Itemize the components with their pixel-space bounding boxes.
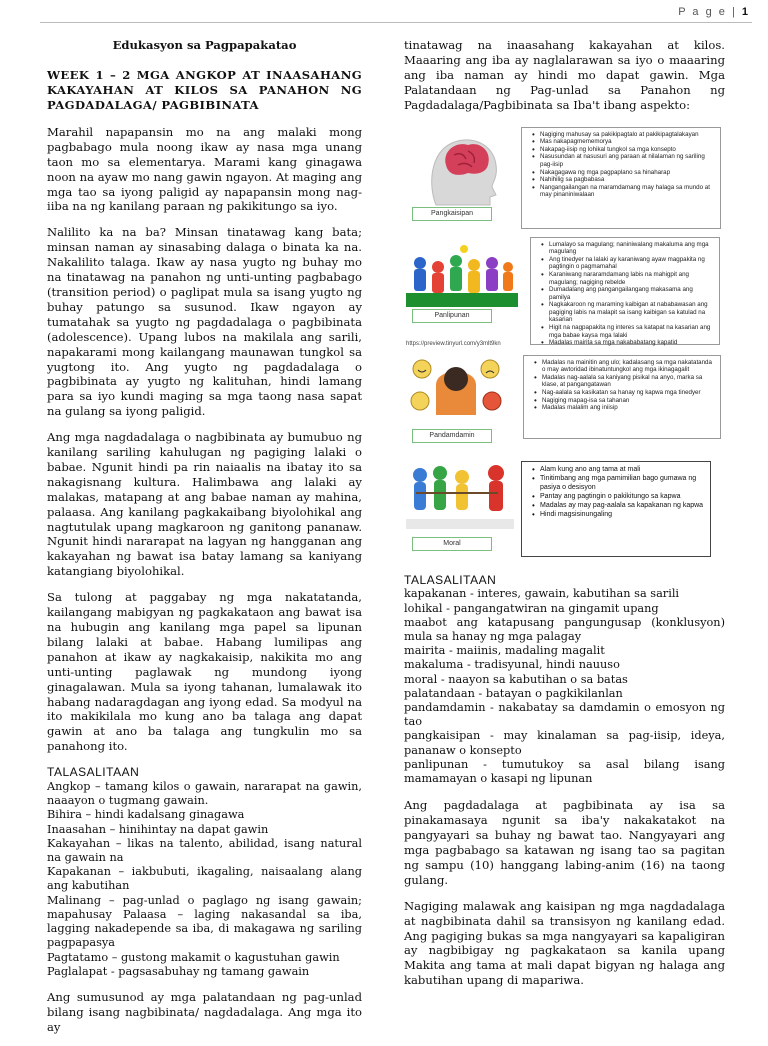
paragraph: Sa tulong at paggabay ng mga nakatatanda, kailangang mabigyan ng pagkakataon ang bawat isa na hubugin ang kanilang mga papel sa lipunan bilang lalaki at babae. Habang lumilipas ang panahon at ikaw ay nagkakaisip, nakikita mo ang unti-unting paglawak ng mundong iyong ginagalawan. Mula sa iyong tahanan, lumalawak ito habang nadaragdagan ang iyong edad. Sa modyul na ito makikilala mo kung ano ba talaga ang dapat gawin at ano ba talaga ang tungkulin mo sa panahong ito.	[47, 590, 362, 754]
panel-item: • Nag-aalala sa kasikatan sa hanay ng kapwa mga tinedyer	[534, 389, 715, 397]
paragraph: Ang sumusunod ay mga palatandaan ng pag-unlad bilang isang nagbibinata/ nagdadalaga. Ang mga ito ay	[47, 989, 362, 1034]
glossary-term: Bihira – hindi kadalsang ginagawa	[47, 808, 245, 822]
glossary-term: panlipunan - tumutukoy sa asal bilang isang mamamayan o kasapi ng lipunan	[404, 757, 725, 786]
paragraph: Ang pagdadalaga at pagbibinata ay isa sa pinakamasaya ngunit sa iba'y nakakatakot na pangyayari sa buhay ng bawat tao. Nangyayari ang mga pagbabago sa katawan ng isang tao sa pagitan ng sampu (10) hanggang labing-anim (16) na taong gulang.	[404, 798, 725, 887]
panel-list	[521, 461, 711, 557]
glossary-heading: TALASALITAAN	[47, 765, 140, 780]
glossary-term: pandamdamin - nakabatay sa damdamin o emosyon ng tao	[404, 701, 725, 729]
panel-item: • Madalas ay may pag-aalala sa kapakanan ng kapwa	[532, 501, 705, 510]
panel-item: • Higit na nagpapakita ng interes sa katapat na kasarian ang mga babae kaysa mga lalaki	[541, 324, 714, 339]
panel-list	[521, 127, 721, 229]
glossary-term: Kakayahan – likas na talento, abilidad, isang natural na gawain na	[47, 836, 362, 865]
glossary-term: mairita - maiinis, madaling magalit	[404, 644, 605, 658]
panel-item: • Pantay ang pagtingin o pakikitungo sa kapwa	[532, 492, 705, 501]
panel-item: • Lumalayo sa magulang; naniniwalang makaluma ang mga magulang	[541, 241, 714, 256]
panel-item: • Nasusundan at nasusuri ang paraan at nilalaman ng sariling pag-iisip	[532, 153, 715, 168]
panel-item: • Madalas malalim ang iniisip	[534, 404, 715, 412]
glossary-list	[47, 780, 362, 979]
glossary-term: Kapakanan – iakbubuti, ikagaling, naisaalang alang ang kabutihan	[47, 865, 362, 893]
panel-list	[523, 355, 721, 439]
glossary-term: moral - naayon sa kabutihan o sa batas	[404, 672, 628, 686]
panel-label: Pangkaisipan	[412, 207, 492, 221]
glossary-term: palatandaan - batayan o pagkikilanlan	[404, 686, 623, 700]
glossary-term: lohikal - pangangatwiran na gingamit upang	[404, 601, 659, 615]
right-column	[404, 38, 725, 999]
document-title: Edukasyon sa Pagpapakatao	[112, 38, 297, 52]
panel-list	[530, 237, 720, 345]
page-header: P a g e | 1	[678, 6, 748, 18]
tug-of-war-icon	[406, 459, 514, 529]
panel-item: • Madalas nag-aalala sa kaniyang pisikal na anyo, marka sa klase, at pangangatawan	[534, 374, 715, 389]
panel-panlipunan	[404, 237, 725, 347]
panel-item: • Nakapag-iisip ng lohikal tungkol sa mga konsepto	[532, 146, 715, 154]
glossary-term: Angkop – tamang kilos o gawain, nararapat na gawin, naaayon o tugmang gawain.	[47, 780, 362, 808]
header-rule	[40, 22, 752, 23]
paragraph: Ang mga nagdadalaga o nagbibinata ay bumubuo ng kanilang sariling kahulugan ng pagiging lalaki o babae. Ngunit hindi pa rin naiaalis na ibatay ito sa nakagisnang kultura. Halimbawa ang lalaki ay malakas, matapang at ang babae naman ay mahina, palaasa. Ang kanilang pagkakaibang biyolohikal ang nagtutulak upang magkaroon ng ganitong pananaw. Ngunit hindi nararapat na lagyan ng hangganan ang kakayahan ng bawat isa batay lamang sa kaniyang katangiang biyolohikal.	[47, 430, 362, 579]
panel-pandamdamin	[404, 351, 725, 447]
people-crowd-icon	[406, 243, 518, 307]
week-heading: WEEK 1 – 2 MGA ANGKOP AT INAASAHANG KAKAYAHAN AT KILOS SA PANAHON NG PAGDADALAGA/ PAGBIBINATA	[47, 67, 362, 112]
glossary-term: Malinang – pag-unlad o paglago ng isang gawain; mapahusay Palaasa – laging nakasandal sa iba, lagging nakadepende sa iba, di makagawa ng sariling pagpapasya	[47, 893, 362, 950]
panel-item: • Nagiging mahusay sa pakikipagtalo at pakikipagtalakayan	[532, 131, 715, 139]
panel-item: • Dumadalang ang pangangailangang makasama ang pamilya	[541, 286, 714, 301]
page-number: 1	[741, 6, 748, 18]
brain-head-icon	[406, 125, 516, 215]
glossary-term: maabot ang katapusang pangungusap (konklusyon) mula sa hanay ng mga palagay	[404, 615, 725, 644]
panel-item: • Tinitimbang ang mga pamimilian bago gumawa ng pasiya o desisyon	[532, 474, 705, 492]
panel-moral	[404, 449, 725, 561]
emotions-icon	[406, 355, 506, 423]
glossary-term: Paglalapat - pagsasabuhay ng tamang gawain	[47, 964, 310, 978]
panel-item: • Nagiging mapag-isa sa tahanan	[534, 397, 715, 405]
panel-item: • Hindi magsisinungaling	[532, 510, 705, 519]
panel-label: Panlipunan	[412, 309, 492, 323]
paragraph: Nalilito ka na ba? Minsan tinatawag kang bata; minsan naman ay sinasabing dalaga o binata ka na. Nakalilito talaga. Ikaw ay nasa yugto ng buhay mo na tinatawag na panahon ng unti-unting pagbabago (transition period) o paglipat mula sa isang yugto ng buhay patungo sa susunod. Ikaw ngayon ay tumatahak sa yugto ng pagdadalaga o pagbibinata (adolescence). Upang lubos na makilala ang sarili, napakarami mong kailangang maunawan tungkol sa yugtong ito. Ang yugto ng pagdadalaga o pagbibinata ay yugto ng kalituhan, hindi lamang para sa iyo kundi maging sa mga taong nasa sapat na gulang sa iyong paligid.	[47, 225, 362, 419]
development-panels	[404, 119, 725, 563]
glossary-list	[404, 587, 725, 786]
glossary-term: makaluma - tradisyunal, hindi nauuso	[404, 658, 620, 672]
panel-item: • Alam kung ano ang tama at mali	[532, 465, 705, 474]
panel-item: • Nagkakaroon ng maraming kaibigan at nababawasan ang pagiging labis na malapit sa isang kaibigan sa katulad na kasarian	[541, 301, 714, 324]
panel-pangkaisipan	[404, 119, 725, 234]
paragraph: Marahil napapansin mo na ang malaki mong pagbabago mula noong ikaw ay nasa mga unang taon mo sa elementarya. Marami kang ginagawa noon na ayaw mo nang gawin ngayon. At maging ang mga tao sa iyong paligid ay napapansin mong nag-iiba na ng kanilang paraan ng pakikitungo sa iyo.	[47, 124, 362, 214]
glossary-term: Pagtatamo – gustong makamit o kagustuhan gawin	[47, 950, 340, 964]
left-column	[47, 38, 362, 1046]
paragraph: Nagiging malawak ang kaisipan ng mga nagdadalaga at nagbibinata dahil sa transisyon ng kanilang edad. Ang pagiging bukas sa mga nangyayari sa kapaligiran ay nagbibigay ng pagkakataon sa kanila upang Makita ang tama at mali dapat bigyan ng halaga ang kabutihan upang di mapariwa.	[404, 898, 725, 988]
panel-item: • Karaniwang nararamdamang labis na mahigpit ang magulang; nagiging rebelde	[541, 271, 714, 286]
panel-item: • Nakagagawa ng mga pagpaplano sa hinaharap	[532, 169, 715, 177]
panel-item: • Mas nakapagmememorya	[532, 138, 715, 146]
source-url: https://preview.tinyurl.com/y3mlt9kn	[406, 340, 501, 347]
glossary-heading: TALASALITAAN	[404, 572, 497, 587]
glossary-term: pangkaisipan - may kinalaman sa pag-iisip, ideya, pananaw o konsepto	[404, 729, 725, 757]
glossary-term: kapakanan - interes, gawain, kabutihan sa sarili	[404, 587, 680, 601]
glossary-term: Inaasahan – hinihintay na dapat gawin	[47, 822, 269, 836]
panel-item: • Nangangailangan na maramdamang may halaga sa mundo at may pinaniniwalaan	[532, 184, 715, 199]
panel-label: Moral	[412, 537, 492, 551]
panel-item: • Madalas na mainitin ang ulo; kadalasang sa mga nakatatanda o may awtoridad ibinatuntungkol ang mga ikinagagalit	[534, 359, 715, 374]
panel-item: • Madalas mairita sa mga nakababatang kapatid	[541, 339, 714, 347]
page-label: P a g e	[678, 6, 727, 18]
panel-label: Pandamdamin	[412, 429, 492, 443]
panel-item: • Nahihilig sa pagbabasa	[532, 176, 715, 184]
panel-item: • Ang tinedyer na lalaki ay karaniwang ayaw magpakita ng pagtingin o pagmamahal	[541, 256, 714, 271]
paragraph: tinatawag na inaasahang kakayahan at kilos. Maaaring ang iba ay naglalarawan sa iyo o maaaring ang iba naman ay hindi mo dapat gawin. Mga Palatandaan ng Pag-unlad sa Panahon ng Pagdadalaga/Pagbibinata sa Iba't ibang aspekto:	[404, 38, 725, 112]
